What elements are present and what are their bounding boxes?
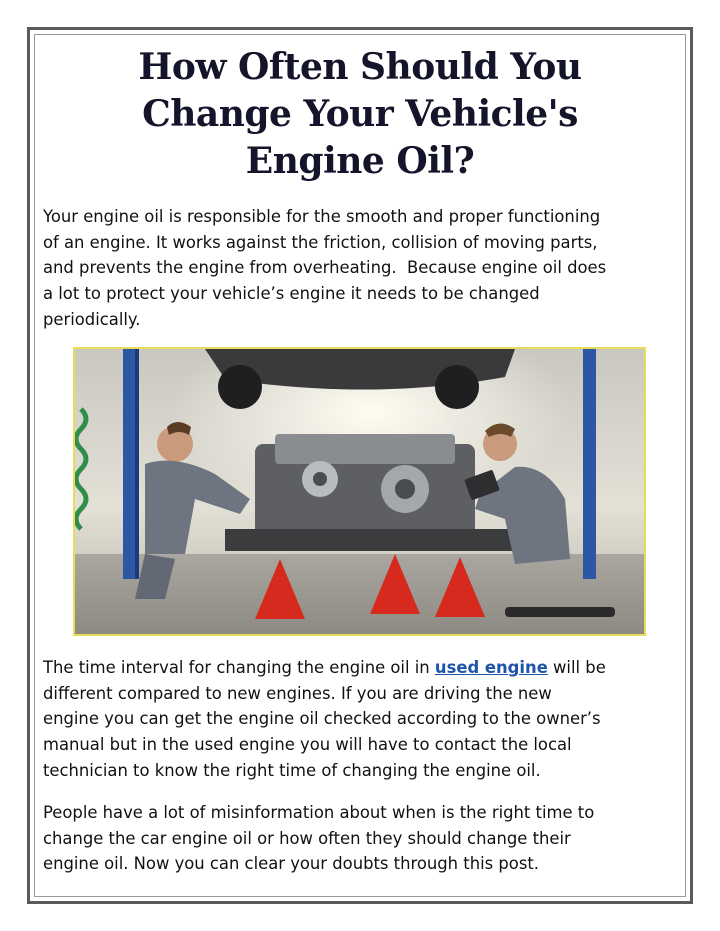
title-line: How Often Should You bbox=[138, 46, 582, 88]
text-line: technician to know the right time of changing the engine oil. bbox=[43, 760, 541, 780]
interval-paragraph bbox=[43, 655, 683, 784]
text-line: and prevents the engine from overheating. Because engine oil does bbox=[43, 258, 607, 278]
text-line: People have a lot of misinformation about when is the right time to bbox=[43, 803, 595, 822]
text-line: Your engine oil is responsible for the smooth and proper functioning bbox=[43, 207, 601, 226]
text-line: change the car engine oil or how often they should change their bbox=[43, 828, 571, 848]
text-line: of an engine. It works against the friction, collision of moving parts, bbox=[43, 232, 598, 252]
text-span: The time interval for changing the engine oil in bbox=[43, 658, 435, 677]
text-line: different compared to new engines. If you are driving the new bbox=[43, 683, 552, 703]
title-line: Change Your Vehicle's bbox=[142, 93, 578, 135]
text-line: manual but in the used engine you will have to contact the local bbox=[43, 735, 572, 755]
text-line bbox=[43, 655, 683, 681]
text-line: engine you can get the engine oil checked according to the owner’s bbox=[43, 709, 601, 729]
mechanics-engine-photo-icon bbox=[75, 349, 644, 634]
intro-paragraph bbox=[43, 204, 683, 333]
text-line: periodically. bbox=[43, 309, 141, 329]
text-line: engine oil. Now you can clear your doubts through this post. bbox=[43, 854, 540, 874]
misinformation-paragraph bbox=[43, 800, 683, 877]
mechanics-engine-photo bbox=[73, 347, 646, 636]
page-title bbox=[40, 44, 680, 185]
text-span: will be bbox=[547, 658, 606, 677]
title-line: Engine Oil? bbox=[245, 140, 475, 182]
text-line: a lot to protect your vehicle’s engine it needs to be changed bbox=[43, 284, 540, 304]
used-engine-link[interactable]: used engine bbox=[434, 658, 548, 677]
